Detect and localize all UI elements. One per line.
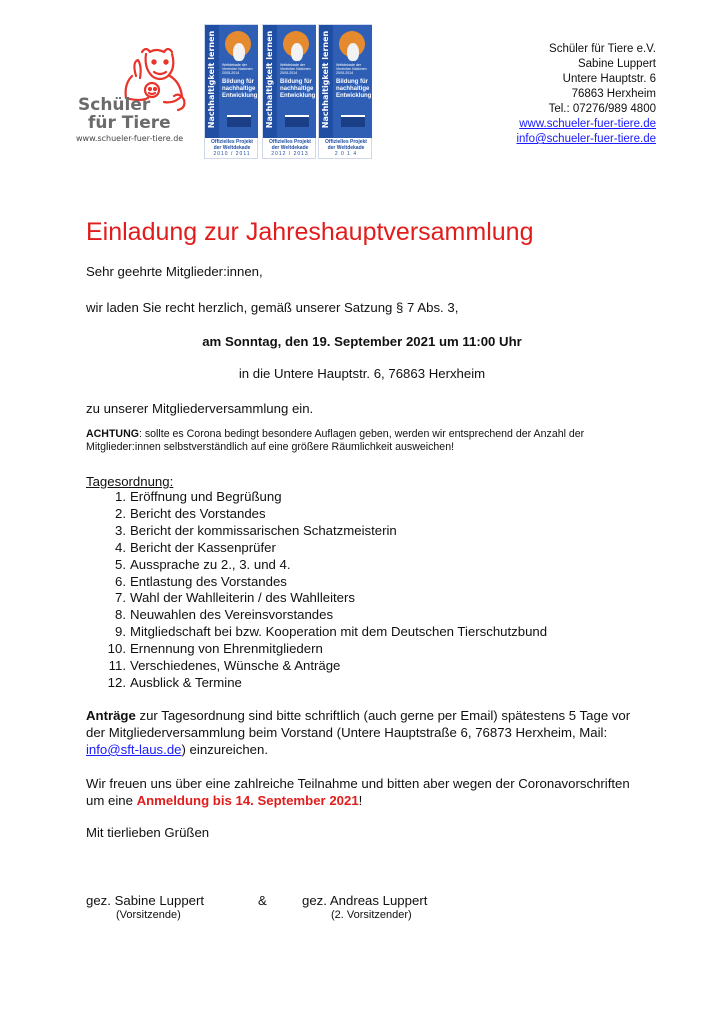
signature-left-role: (Vorsitzende) — [116, 909, 181, 921]
address-city: 76863 Herxheim — [571, 88, 656, 100]
badge-band-text: Nachhaltigkeit lernen — [321, 30, 330, 129]
agenda-item: 3. Bericht der kommissarischen Schatzmeisterin — [115, 522, 397, 538]
regards: Mit tierlieben Grüßen — [86, 825, 210, 840]
motions-label: Anträge — [86, 708, 136, 723]
email-link[interactable]: info@schueler-fuer-tiere.de — [516, 133, 656, 145]
badge-small-text: Weltdekade der Vereinten Nationen 2005-2014 — [336, 63, 367, 75]
agenda-list — [106, 489, 547, 692]
badge-foot: Offizielles Projekt der Weltdekade — [269, 139, 311, 151]
address-phone: Tel.: 07276/989 4800 — [548, 103, 656, 115]
agenda-item: 1. Eröffnung und Begrüßung — [115, 489, 282, 504]
intro-text: wir laden Sie recht herzlich, gemäß unserer Satzung § 7 Abs. 3, — [86, 300, 459, 315]
agenda-item: 11. Verschiedenes, Wünsche & Anträge — [108, 658, 341, 674]
badge-small-text: Weltdekade der Vereinten Nationen 2005-2014 — [222, 63, 253, 75]
sender-address — [516, 42, 656, 147]
notice-label: ACHTUNG — [86, 428, 139, 440]
badge-years: 2010 / 2011 — [213, 151, 251, 157]
agenda-item: 2. Bericht des Vorstandes — [115, 505, 266, 521]
agenda-item: 10. Ernennung von Ehrenmitgliedern — [107, 641, 323, 657]
badge-foot: Offizielles Projekt der Weltdekade — [325, 139, 367, 151]
badge-band-text: Nachhaltigkeit lernen — [265, 30, 274, 129]
closing-end: ! — [358, 793, 363, 808]
signature-ampersand: & — [258, 893, 267, 908]
logo-line-1: Schüler — [78, 95, 151, 115]
signature-right-role: (2. Vorsitzender) — [331, 909, 412, 921]
agenda-item: 6. Entlastung des Vorstandes — [115, 573, 287, 589]
badge-big-text: Bildung für nachhaltige Entwicklung — [280, 79, 316, 99]
agenda-item: 7. Wahl der Wahlleiterin / des Wahlleiters — [115, 590, 355, 606]
registration-deadline: Anmeldung bis 14. September 2021 — [136, 793, 359, 808]
un-decade-badge-2 — [262, 24, 316, 159]
agenda-item: 4. Bericht der Kassenprüfer — [115, 539, 276, 555]
motions-paragraph — [86, 707, 646, 758]
logo-url: www.schueler-fuer-tiere.de — [76, 134, 184, 143]
agenda-heading: Tagesordnung: — [86, 474, 174, 489]
agenda-item: 5. Aussprache zu 2., 3. und 4. — [115, 556, 291, 572]
badge-big-text: Bildung für nachhaltige Entwicklung — [336, 79, 372, 99]
unesco-icon — [227, 115, 251, 127]
logo-line-2: für Tiere — [88, 113, 171, 133]
agenda-item: 12. Ausblick & Termine — [107, 674, 242, 690]
un-decade-badge-3 — [318, 24, 372, 159]
closing-text: Wir freuen uns über eine zahlreiche Teilnahme und bitten aber wegen der Coronavorschriften um eine — [86, 776, 630, 808]
unesco-icon — [341, 115, 365, 127]
badge-years: 2012 / 2013 — [271, 151, 309, 157]
agenda-item: 9. Mitgliedschaft bei bzw. Kooperation mit dem Deutschen Tierschutzbund — [115, 624, 548, 640]
website-link[interactable]: www.schueler-fuer-tiere.de — [519, 118, 656, 130]
logo-wordmark — [78, 96, 198, 132]
badge-band-text: Nachhaltigkeit lernen — [207, 30, 216, 129]
meeting-date: am Sonntag, den 19. September 2021 um 11:00 Uhr — [202, 334, 522, 349]
motions-text: zur Tagesordnung sind bitte schriftlich (auch gerne per Email) spätestens 5 Tage vor der Mitgliederversammlung beim Vorstand (Untere Hauptstraße 6, 76873 Herxheim, Mail: — [86, 708, 631, 740]
motions-text-end: ) einzureichen. — [181, 742, 268, 757]
address-org: Schüler für Tiere e.V. — [549, 43, 656, 55]
badge-small-text: Weltdekade der Vereinten Nationen 2005-2014 — [280, 63, 311, 75]
closing-paragraph — [86, 775, 646, 809]
purpose-text: zu unserer Mitgliederversammlung ein. — [86, 401, 314, 416]
badge-big-text: Bildung für nachhaltige Entwicklung — [222, 79, 258, 99]
greeting: Sehr geehrte Mitglieder:innen, — [86, 264, 263, 279]
signature-right: gez. Andreas Luppert — [302, 893, 428, 908]
notice-text — [86, 428, 646, 454]
notice-body: : sollte es Corona bedingt besondere Auflagen geben, werden wir entsprechend der Anzahl der Mitglieder:innen selbstverständlich auf eine größere Räumlichkeit ausweichen! — [86, 428, 585, 453]
address-person: Sabine Luppert — [577, 58, 656, 70]
un-decade-badge-1 — [204, 24, 258, 159]
badge-years: 2 0 1 4 — [334, 151, 358, 157]
agenda-item: 8. Neuwahlen des Vereinsvorstandes — [115, 607, 334, 623]
motions-email-link[interactable]: info@sft-laus.de — [86, 742, 182, 757]
meeting-place: in die Untere Hauptstr. 6, 76863 Herxheim — [238, 366, 486, 381]
badge-foot: Offizielles Projekt der Weltdekade — [211, 139, 253, 151]
address-street: Untere Hauptstr. 6 — [562, 73, 656, 85]
signature-left: gez. Sabine Luppert — [86, 893, 205, 908]
unesco-icon — [285, 115, 309, 127]
document-title: Einladung zur Jahreshauptversammlung — [86, 218, 534, 246]
